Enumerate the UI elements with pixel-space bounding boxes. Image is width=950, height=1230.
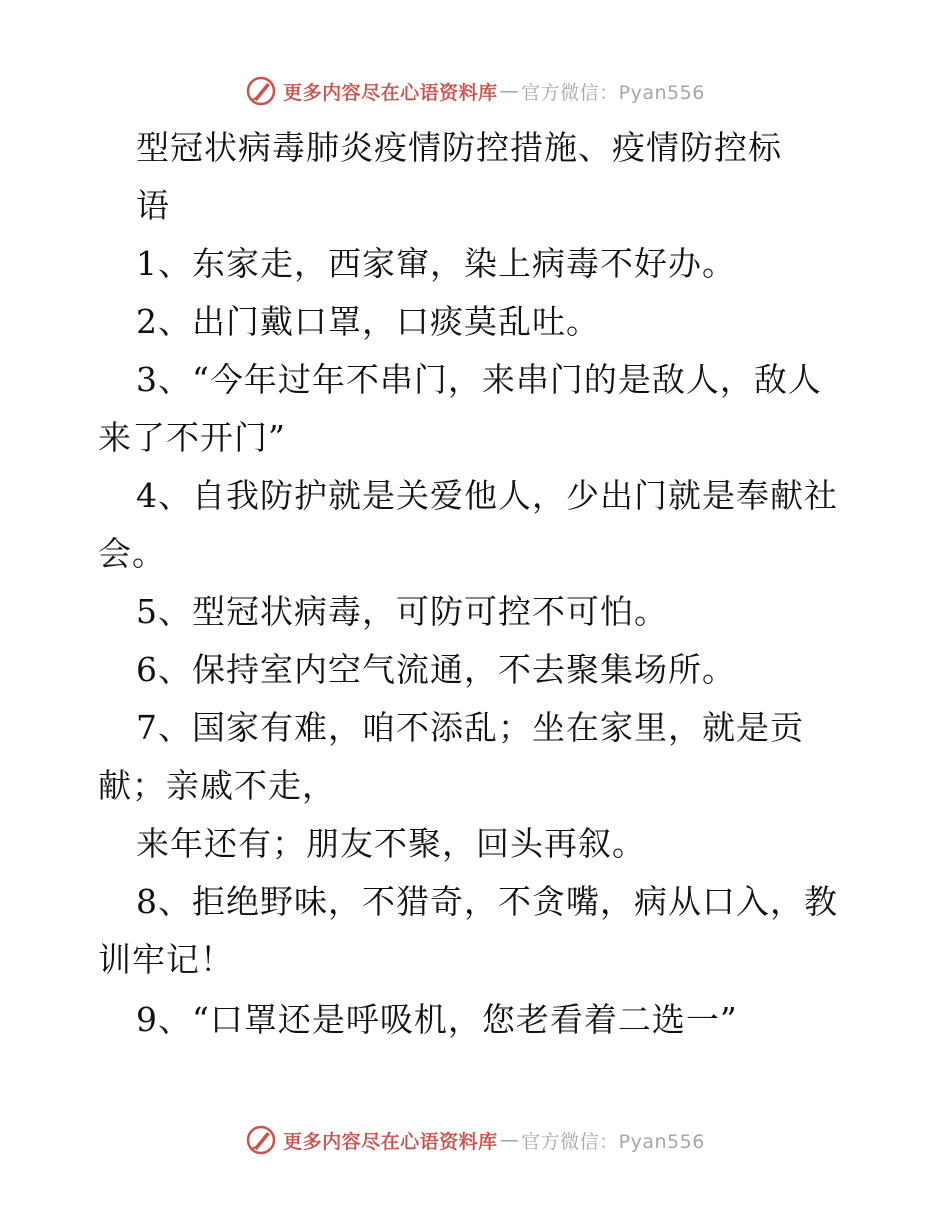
slogan-line: 9、“口罩还是呼吸机，您老看着二选一” (136, 1000, 738, 1039)
header-watermark (0, 71, 950, 111)
document-title-line-1: 型冠状病毒肺炎疫情防控措施、疫情防控标 (136, 128, 782, 167)
slogan-line: 1、东家走，西家窜，染上病毒不好办。 (136, 244, 736, 283)
document-title-line-2: 语 (136, 186, 170, 225)
watermark-account: 官方微信：Pyan556 (521, 81, 705, 104)
slogan-line: 8、拒绝野味，不猎奇，不贪嘴，病从口入，教 (136, 882, 838, 921)
watermark-separator: — (499, 80, 520, 102)
quill-pen-logo-icon (245, 75, 277, 107)
slogan-line: 2、出门戴口罩，口痰莫乱吐。 (136, 302, 600, 341)
slogan-line: 献；亲戚不走， (98, 766, 336, 805)
slogan-line: 5、型冠状病毒，可防可控不可怕。 (136, 592, 668, 631)
slogan-line: 会。 (98, 534, 166, 573)
quill-pen-logo-icon (245, 1124, 277, 1156)
slogan-line: 训牢记！ (98, 940, 234, 979)
slogan-line: 7、国家有难，咱不添乱；坐在家里，就是贡 (136, 708, 804, 747)
watermark-account: 官方微信：Pyan556 (521, 1130, 705, 1153)
watermark-separator: — (499, 1129, 520, 1151)
slogan-line: 来年还有；朋友不聚，回头再叙。 (136, 824, 646, 863)
footer-watermark (0, 1120, 950, 1160)
slogan-line: 3、“今年过年不串门，来串门的是敌人，敌人 (136, 360, 822, 399)
watermark-text: 更多内容尽在心语资料库 (283, 81, 498, 104)
slogan-line: 6、保持室内空气流通，不去聚集场所。 (136, 650, 736, 689)
slogan-line: 4、自我防护就是关爱他人，少出门就是奉献社 (136, 476, 838, 515)
watermark-text: 更多内容尽在心语资料库 (283, 1130, 498, 1153)
slogan-line: 来了不开门” (98, 418, 286, 457)
